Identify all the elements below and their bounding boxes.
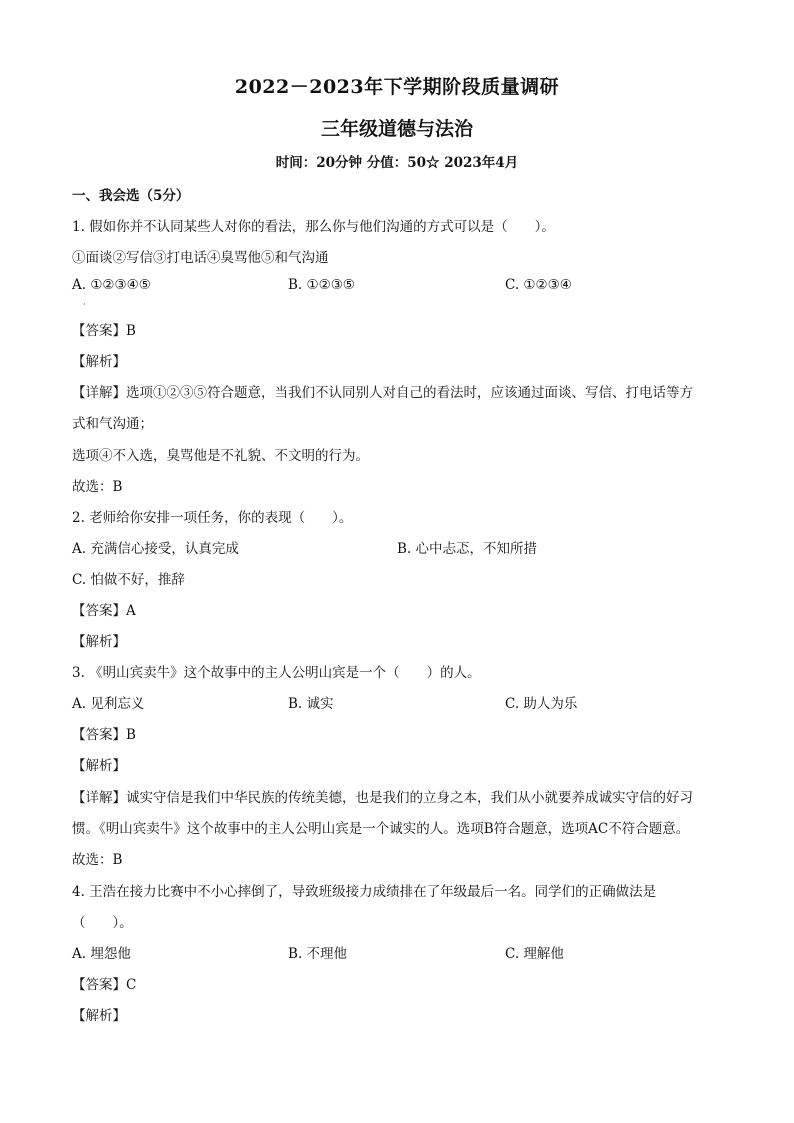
question-2-option-b: B. 心中忐忑，不知所措: [397, 541, 538, 557]
section-heading: 一、我会选（5分）: [72, 188, 190, 204]
question-1-answer: 【答案】B: [72, 323, 136, 339]
question-1-detail: 【详解】选项①②③⑤符合题意，当我们不认同别人对自己的看法时，应该通过面谈、写信、打电话等方: [72, 385, 693, 401]
question-1-option-c: C. ①②③④: [505, 277, 572, 293]
question-3-detail: 【详解】诚实守信是我们中华民族的传统美德，也是我们的立身之本，我们从小就要养成诚实守信的好习: [72, 790, 693, 806]
question-3-stem: 3. 《明山宾卖牛》这个故事中的主人公明山宾是一个（ ）的人。: [72, 665, 481, 681]
question-2-stem: 2. 老师给你安排一项任务，你的表现（ ）。: [72, 510, 353, 526]
question-2-option-c: C. 怕做不好，推辞: [72, 572, 185, 588]
exam-meta: 时间：20分钟 分值：50☆ 2023年4月: [275, 155, 519, 171]
question-1-analysis: 【解析】: [72, 354, 126, 370]
question-2-option-a: A. 充满信心接受，认真完成: [72, 541, 239, 557]
question-1-items: ①面谈②写信③打电话④臭骂他⑤和气沟通: [72, 250, 329, 266]
question-4-answer: 【答案】C: [72, 977, 137, 993]
question-3-option-b: B. 诚实: [288, 696, 334, 712]
question-2-analysis: 【解析】: [72, 634, 126, 650]
page-title: 2022－2023年下学期阶段质量调研: [234, 76, 560, 98]
question-3-detail-cont: 惯。《明山宾卖牛》这个故事中的主人公明山宾是一个诚实的人。选项B符合题意，选项AC不符合题意。: [72, 821, 690, 837]
question-3-option-c: C. 助人为乐: [505, 696, 578, 712]
question-4-stem-cont: （ ）。: [72, 915, 133, 931]
question-3-answer: 【答案】B: [72, 727, 136, 743]
question-3-conclusion: 故选：B: [72, 852, 123, 868]
question-4-analysis: 【解析】: [72, 1008, 126, 1024]
question-1-option-b: B. ①②③⑤: [288, 277, 355, 293]
question-1-detail-cont: 式和气沟通；: [72, 416, 153, 432]
question-4-option-b: B. 不理他: [288, 946, 348, 962]
question-3-analysis: 【解析】: [72, 758, 126, 774]
question-1-conclusion: 故选：B: [72, 479, 123, 495]
question-3-option-a: A. 见利忘义: [72, 696, 145, 712]
question-4-stem: 4. 王浩在接力比赛中不小心摔倒了，导致班级接力成绩排在了年级最后一名。同学们的正确做法是: [72, 884, 657, 900]
question-2-answer: 【答案】A: [72, 603, 136, 619]
question-1-detail-extra: 选项④不入选，臭骂他是不礼貌、不文明的行为。: [72, 448, 369, 464]
question-4-option-a: A. 埋怨他: [72, 946, 131, 962]
question-1-option-a: A. ①②③④⑤: [72, 277, 151, 293]
question-4-option-c: C. 理解他: [505, 946, 564, 962]
stray-dot: ·: [83, 300, 86, 309]
question-1-stem: 1. 假如你并不认同某些人对你的看法，那么你与他们沟通的方式可以是（ ）。: [72, 219, 555, 235]
page-subtitle: 三年级道德与法治: [320, 118, 473, 140]
